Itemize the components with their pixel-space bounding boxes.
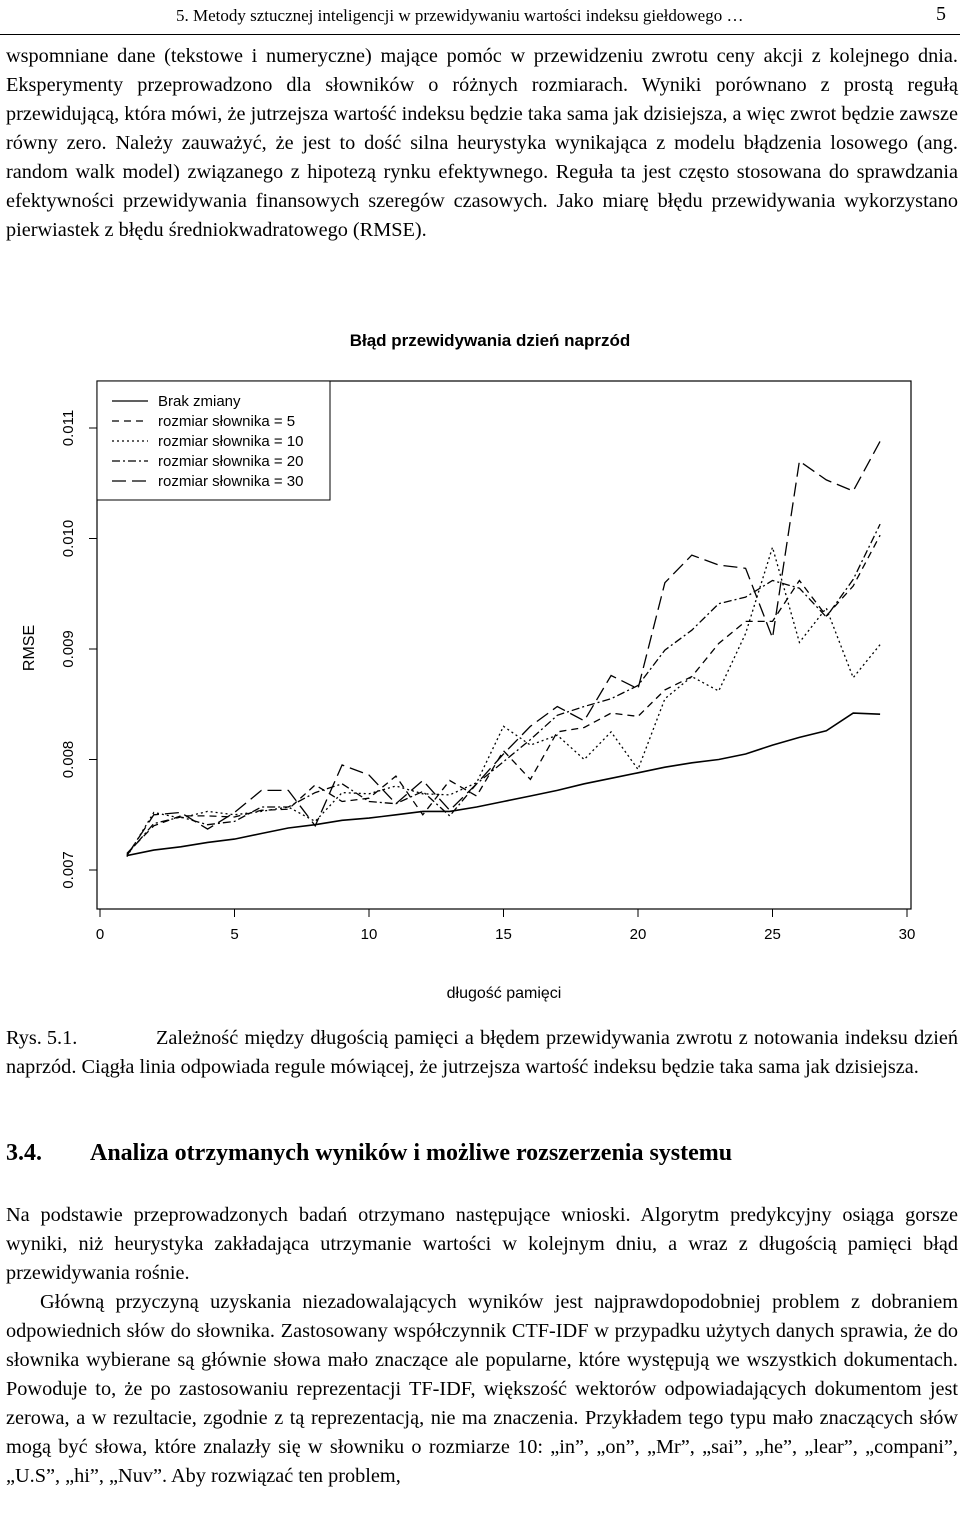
y-axis <box>60 410 97 889</box>
y-tick-label: 0.010 <box>60 519 77 558</box>
section-heading <box>6 1140 732 1167</box>
legend-label: rozmiar słownika = 20 <box>158 453 304 470</box>
legend-label: rozmiar słownika = 30 <box>158 473 304 490</box>
series-lines <box>127 441 880 856</box>
y-tick-label: 0.009 <box>60 630 77 668</box>
x-tick-label: 5 <box>230 926 239 943</box>
conclusions <box>6 1201 958 1491</box>
conclusions-paragraph-2: Główną przyczyną uzyskania niezadowalających wyników jest najprawdopodobniej problem z dobraniem odpowiednich słów do słownika. Zastosowany współczynnik CTF-IDF w przypadku użytych danych sprawia, że do słownika wybierane są głównie słowa mało znaczące ale popularne, które występują we wszystkich dokumentach. Powoduje to, że po zastosowaniu reprezentacji TF-IDF, większość wektorów odpowiadających dokumentom jest zerowa, a w rezultacie, zgodnie z tą reprezentacją, nie ma znaczenia. Przykładem tego typu mało znaczących słów mogą być słowa, które znalazły się w słowniku o rozmiarze 10: „in”, „on”, „Mr”, „sai”, „he”, „lear”, „compani”, „U.S”, „hi”, „Nuv”. Aby rozwiązać ten problem, <box>6 1291 958 1487</box>
page-header <box>0 0 960 35</box>
series-line <box>127 547 880 856</box>
intro-paragraph: wspomniane dane (tekstowe i numeryczne) mające pomóc w przewidzeniu zwrotu ceny akcji z kolejnego dnia. Eksperymenty przeprowadzono dla słowników o różnych rozmiarach. Wyniki porównano z prostą regułą przewidującą, która mówi, że jutrzejsza wartość indeksu będzie taka sama jak dzisiejsza, a więc zwrot będzie zawsze równy zero. Należy zauważyć, że jest to dość silna heurystyka wynikająca z modelu błądzenia losowego (ang. random walk model) związanego z hipotezą rynku efektywnego. Reguła ta jest często stosowana do sprawdzania efektywności przewidywania finansowych szeregów czasowych. Jako miarę błędu przewidywania wykorzystano pierwiastek z błędu średniokwadratowego (RMSE). <box>6 45 958 241</box>
x-axis-label: długość pamięci <box>446 985 562 1002</box>
series-line <box>127 524 880 854</box>
series-line <box>127 441 880 855</box>
conclusions-paragraph-1: Na podstawie przeprowadzonych badań otrzymano następujące wnioski. Algorytm predykcyjny osiąga gorsze wyniki, niż heurystyka zakładająca utrzymanie wartości w kolejnym dniu, a wraz z długością pamięci błąd przewidywania rośnie. <box>6 1204 958 1284</box>
legend <box>97 381 330 500</box>
figure-caption-text: Zależność między długością pamięci a błędem przewidywania zwrotu z notowania indeksu dzień naprzód. Ciągła linia odpowiada regule mówiącej, że jutrzejsza wartość indeksu będzie taka sama jak dzisiejsza. <box>6 1027 958 1078</box>
legend-label: Brak zmiany <box>158 393 241 410</box>
y-tick-label: 0.011 <box>60 409 77 447</box>
y-axis-label: RMSE <box>21 624 38 672</box>
legend-label: rozmiar słownika = 10 <box>158 433 304 450</box>
series-line <box>127 713 880 856</box>
page-number: 5 <box>936 3 946 25</box>
section-title: Analiza otrzymanych wyników i możliwe rozszerzenia systemu <box>90 1140 733 1166</box>
x-tick-label: 10 <box>360 926 378 943</box>
x-tick-label: 25 <box>764 926 781 943</box>
figure-caption <box>6 1024 958 1082</box>
x-tick-label: 20 <box>629 926 647 943</box>
y-tick-label: 0.008 <box>60 740 77 779</box>
rmse-line-chart <box>0 320 960 1010</box>
x-tick-label: 15 <box>495 926 512 943</box>
legend-label: rozmiar słownika = 5 <box>158 413 296 430</box>
x-tick-label: 0 <box>95 926 105 943</box>
section-number: 3.4. <box>6 1140 42 1166</box>
running-title: 5. Metody sztucznej inteligencji w przewidywaniu wartości indeksu giełdowego … <box>176 6 744 25</box>
x-tick-label: 30 <box>898 926 916 943</box>
y-tick-label: 0.007 <box>60 851 77 889</box>
series-line <box>127 535 880 853</box>
chart-title: Błąd przewidywania dzień naprzód <box>349 331 631 350</box>
x-axis <box>96 909 916 943</box>
figure-label: Rys. 5.1. <box>6 1027 78 1049</box>
